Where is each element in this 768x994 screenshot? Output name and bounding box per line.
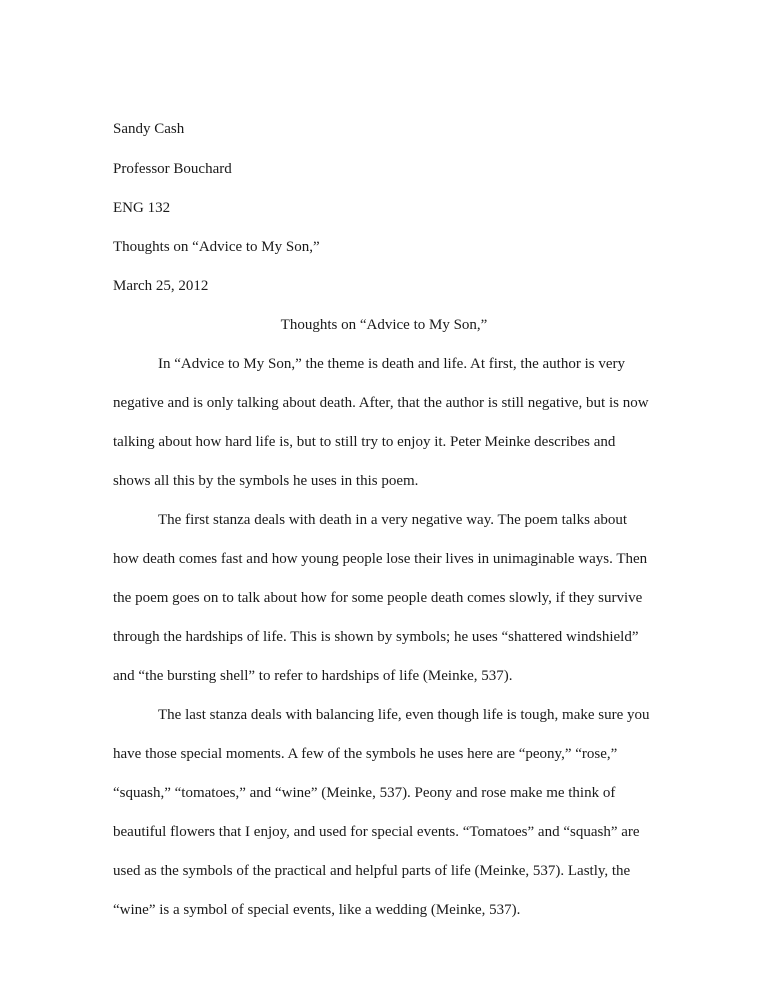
- paragraph-line: beautiful flowers that I enjoy, and used for special events. “Tomatoes” and “squash” are: [113, 824, 640, 840]
- paragraph-line: how death comes fast and how young people lose their lives in unimaginable ways. Then: [113, 551, 648, 567]
- paragraph-line: The last stanza deals with balancing life, even though life is tough, make sure you: [158, 707, 650, 723]
- paragraph-line: “wine” is a symbol of special events, like a wedding (Meinke, 537).: [113, 902, 521, 918]
- essay-title: Thoughts on “Advice to My Son,”: [280, 317, 488, 333]
- paragraph-line: and “the bursting shell” to refer to hardships of life (Meinke, 537).: [113, 668, 513, 684]
- paragraph-line: The first stanza deals with death in a very negative way. The poem talks about: [158, 512, 628, 528]
- professor-name: Professor Bouchard: [113, 161, 232, 177]
- paragraph-line: “squash,” “tomatoes,” and “wine” (Meinke, 537). Peony and rose make me think of: [113, 785, 616, 801]
- paragraph-line: negative and is only talking about death. After, that the author is still negative, but is now: [113, 395, 649, 411]
- assignment-title-line: Thoughts on “Advice to My Son,”: [113, 239, 320, 255]
- paragraph-line: the poem goes on to talk about how for some people death comes slowly, if they survive: [113, 590, 643, 606]
- paragraph-line: In “Advice to My Son,” the theme is death and life. At first, the author is very: [158, 356, 625, 372]
- paragraph-line: talking about how hard life is, but to still try to enjoy it. Peter Meinke describes and: [113, 434, 616, 450]
- paragraph-line: shows all this by the symbols he uses in this poem.: [113, 473, 419, 489]
- author-name: Sandy Cash: [113, 121, 185, 137]
- paragraph-line: used as the symbols of the practical and helpful parts of life (Meinke, 537). Lastly, the: [113, 863, 631, 879]
- course-code: ENG 132: [113, 200, 171, 216]
- essay-date: March 25, 2012: [113, 278, 209, 294]
- paragraph-line: through the hardships of life. This is shown by symbols; he uses “shattered windshield”: [113, 629, 639, 645]
- paragraph-line: have those special moments. A few of the symbols he uses here are “peony,” “rose,”: [113, 746, 618, 762]
